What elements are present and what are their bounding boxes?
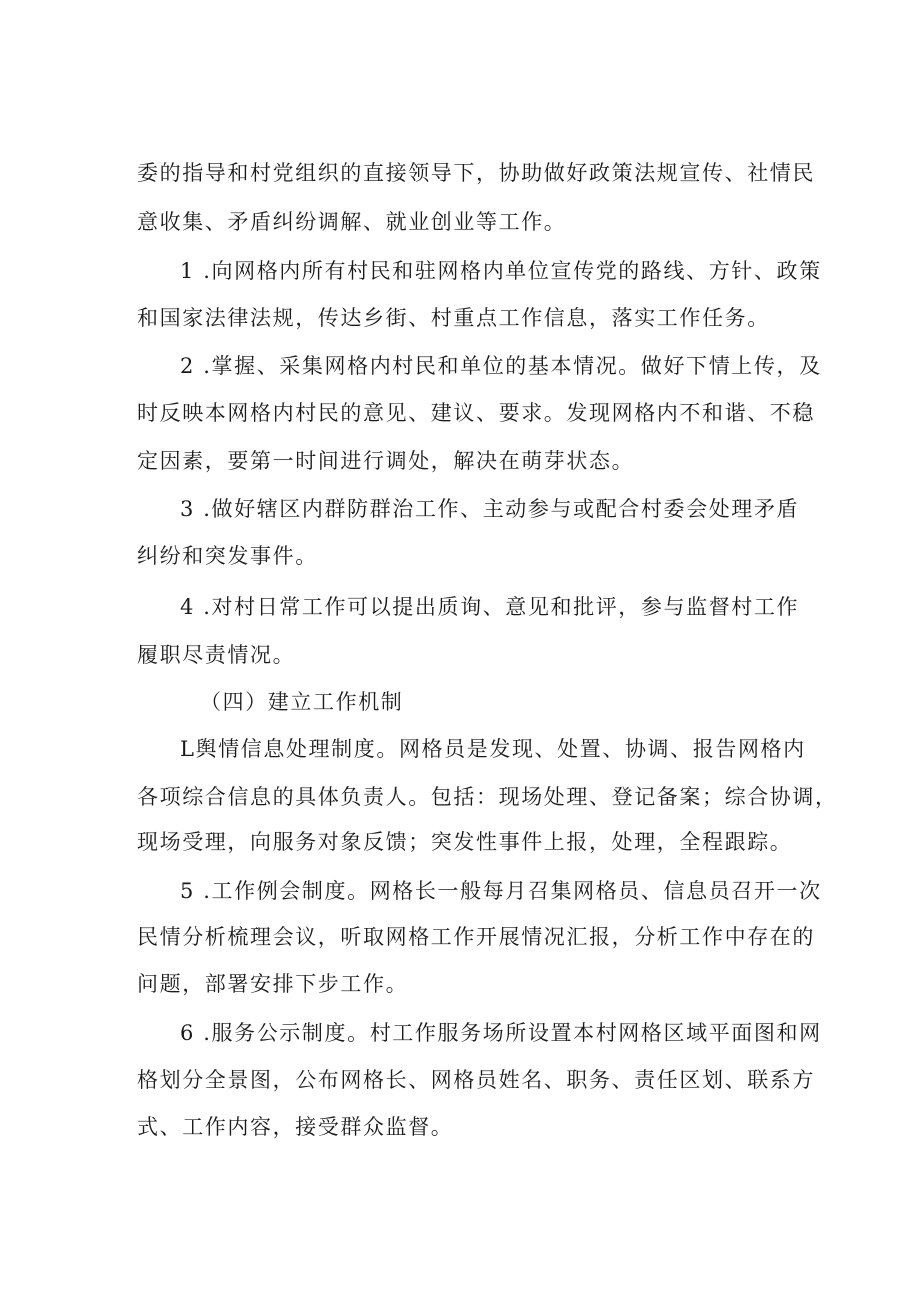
- list-item-4-line: 4 .对村日常工作可以提出质询、意见和批评，参与监督村工作: [180, 595, 800, 619]
- list-item-5-line: 5 .工作例会制度。网格长一般每月召集网格员、信息员召开一次: [180, 879, 822, 903]
- text-line: 式、工作内容，接受群众监督。: [137, 1115, 454, 1139]
- text-line: 履职尽责情况。: [137, 643, 296, 667]
- list-item-6-line: 6 .服务公示制度。村工作服务场所设置本村网格区域平面图和网: [180, 1021, 822, 1045]
- section-heading: （四）建立工作机制: [200, 690, 404, 714]
- text-line: 格划分全景图，公布网格长、网格员姓名、职务、责任区划、联系方: [137, 1068, 815, 1092]
- list-item-l-line: L舆情信息处理制度。网格员是发现、处置、协调、报告网格内: [180, 737, 806, 761]
- text-line: 意收集、矛盾纠纷调解、就业创业等工作。: [137, 210, 567, 234]
- text-line: 民情分析梳理会议，听取网格工作开展情况汇报，分析工作中存在的: [137, 925, 815, 949]
- text-line: 各项综合信息的具体负责人。包括：现场处理、登记备案；综合协调，: [137, 785, 838, 809]
- text-line: 现场受理，向服务对象反馈；突发性事件上报，处理，全程跟踪。: [137, 830, 793, 854]
- text-line: 委的指导和村党组织的直接领导下，协助做好政策法规宣传、社情民: [137, 161, 815, 185]
- text-line: 纠纷和突发事件。: [137, 544, 318, 568]
- list-item-1-line: 1 .向网格内所有村民和驻网格内单位宣传党的路线、方针、政策: [180, 259, 822, 283]
- text-line: 时反映本网格内村民的意见、建议、要求。发现网格内不和谐、不稳: [137, 401, 815, 425]
- list-item-2-line: 2 .掌握、采集网格内村民和单位的基本情况。做好下情上传，及: [180, 354, 822, 378]
- text-line: 定因素，要第一时间进行调处，解决在萌芽状态。: [137, 449, 635, 473]
- list-item-3-line: 3 .做好辖区内群防群治工作、主动参与或配合村委会处理矛盾: [180, 497, 800, 521]
- text-line: 问题，部署安排下步工作。: [137, 972, 409, 996]
- text-line: 和国家法律法规，传达乡街、村重点工作信息，落实工作任务。: [137, 306, 770, 330]
